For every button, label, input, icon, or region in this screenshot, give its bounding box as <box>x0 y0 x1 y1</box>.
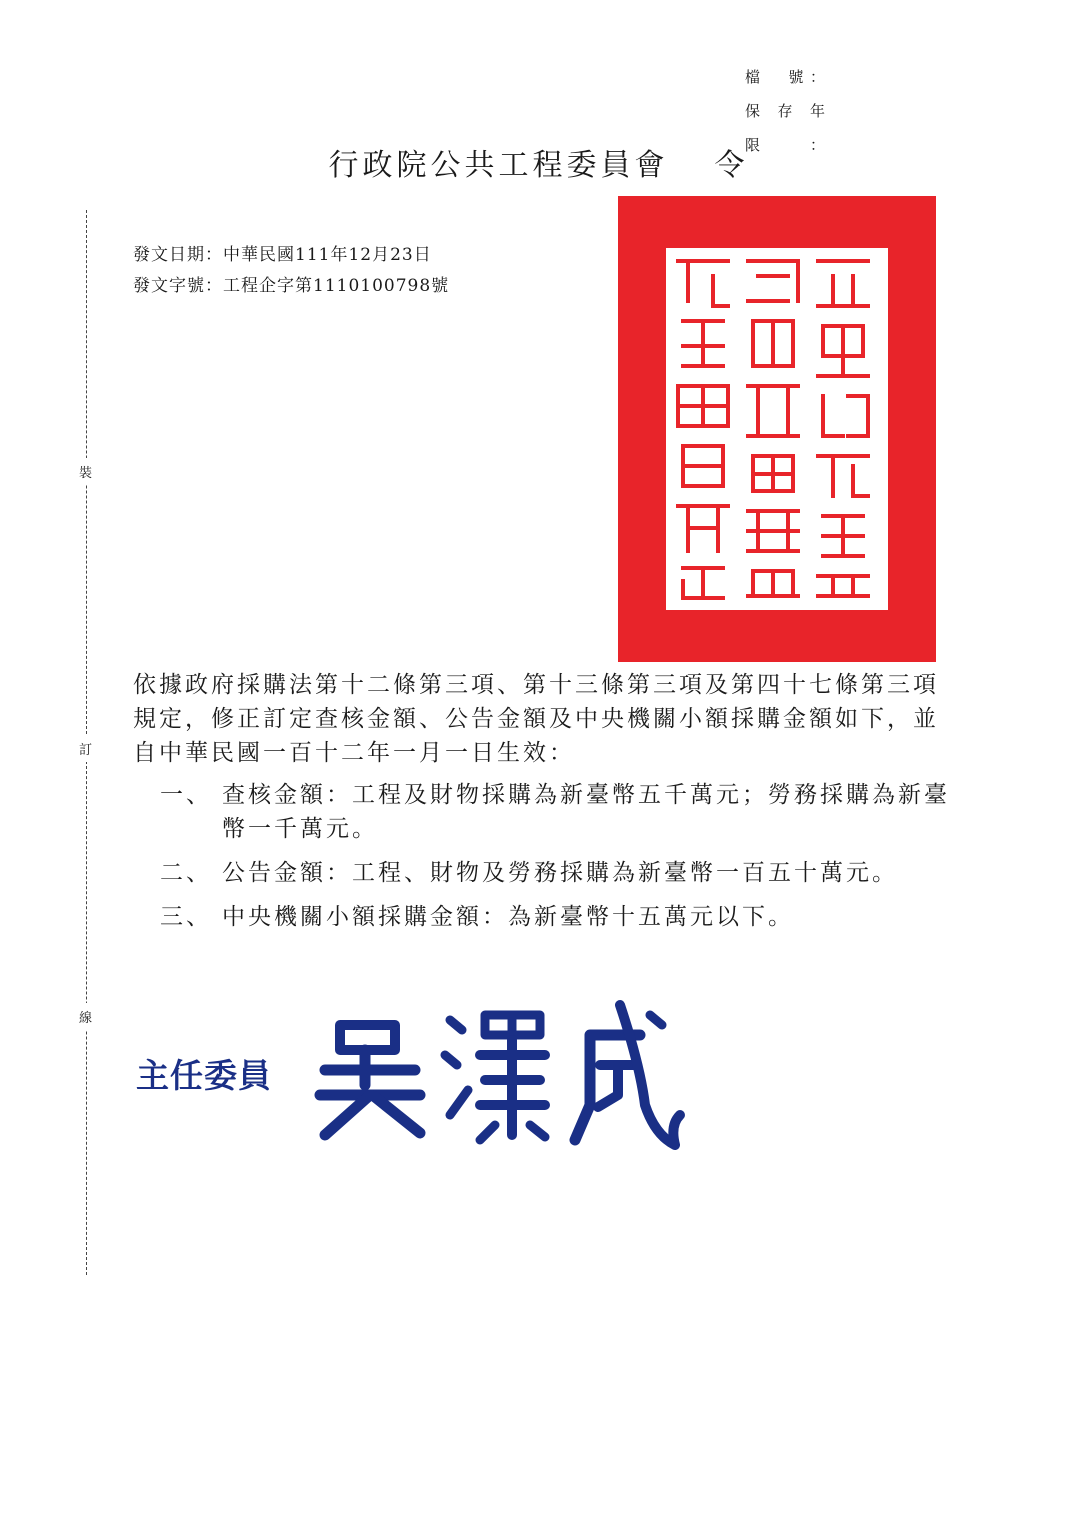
reference-number-value: 工程企字第1110100798號 <box>223 276 450 296</box>
retention-period-label: 保存年限： <box>745 102 827 154</box>
issue-date-value: 中華民國111年12月23日 <box>223 245 432 265</box>
signer-title: 主任委員 <box>136 1056 272 1095</box>
issue-date-label: 發文日期： <box>133 245 223 265</box>
reference-number-row <box>133 271 449 302</box>
file-number-label: 檔 號： <box>745 68 827 86</box>
file-number-row <box>745 60 827 94</box>
order-body <box>133 668 963 944</box>
order-item <box>133 900 963 934</box>
order-item-number: 二、 <box>160 860 212 886</box>
binding-char-zhuang: 裝 <box>79 458 92 485</box>
binding-char-ding: 訂 <box>79 735 92 762</box>
official-seal-stamp <box>618 196 936 662</box>
signature-stamp <box>300 985 700 1165</box>
order-item-text: 公告金額：工程、財物及勞務採購為新臺幣一百五十萬元。 <box>222 860 898 886</box>
order-item-list <box>133 778 963 934</box>
binding-char-xian: 線 <box>79 1003 92 1030</box>
agency-name: 行政院公共工程委員會 <box>328 148 669 183</box>
order-item-number: 一、 <box>160 782 212 808</box>
order-item <box>133 856 963 890</box>
issue-date-row <box>133 240 449 271</box>
order-item-number: 三、 <box>160 904 212 930</box>
document-type: 令 <box>714 148 749 183</box>
document-title <box>0 140 1077 184</box>
order-intro-paragraph: 依據政府採購法第十二條第三項、第十三條第三項及第四十七條第三項規定，修正訂定查核金額、公告金額及中央機關小額採購金額如下，並自中華民國一百十二年一月一日生效： <box>133 672 939 766</box>
order-item-text: 中央機關小額採購金額：為新臺幣十五萬元以下。 <box>222 904 794 930</box>
order-item <box>133 778 963 846</box>
order-item-text: 查核金額：工程及財物採購為新臺幣五千萬元；勞務採購為新臺幣一千萬元。 <box>222 782 950 842</box>
issue-meta <box>133 240 449 302</box>
reference-number-label: 發文字號： <box>133 276 223 296</box>
